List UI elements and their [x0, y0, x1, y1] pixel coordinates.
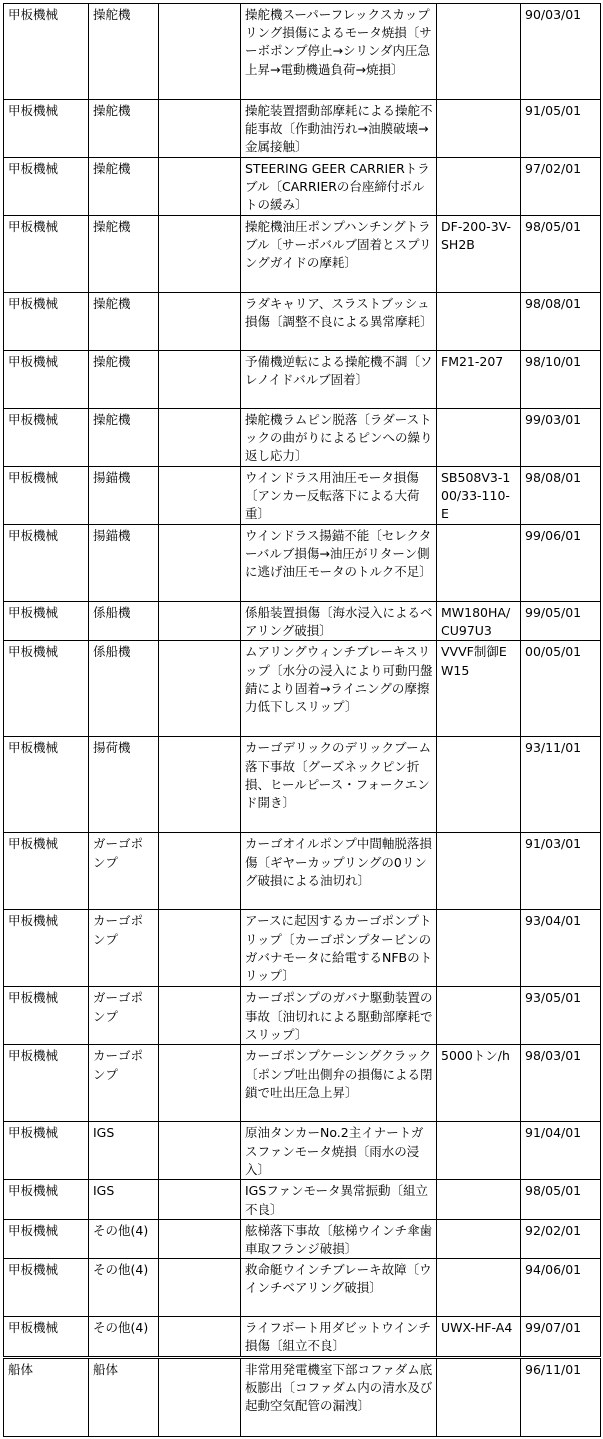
- category-cell: 甲板機械: [4, 4, 89, 100]
- date-cell: 99/06/01: [521, 525, 601, 602]
- category-cell: 甲板機械: [4, 641, 89, 737]
- detail-cell: [159, 216, 241, 293]
- detail-cell: [159, 409, 241, 467]
- category-cell: 甲板機械: [4, 1317, 89, 1357]
- model-cell: [437, 158, 521, 216]
- equipment-cell: カーゴポンプ: [89, 1045, 159, 1122]
- model-cell: [437, 293, 521, 351]
- date-cell: 92/02/01: [521, 1219, 601, 1258]
- description-cell: ライフボート用ダビットウインチ損傷〔組立不良〕: [241, 1317, 437, 1357]
- table-row: [4, 737, 601, 833]
- table-row: [4, 910, 601, 987]
- table-row: [4, 987, 601, 1045]
- equipment-cell: IGS: [89, 1180, 159, 1219]
- equipment-cell: 係船機: [89, 641, 159, 737]
- description-cell: カーゴオイルポンプ中間軸脱落損傷〔ギヤーカップリングの0リング破損による油切れ〕: [241, 833, 437, 910]
- detail-cell: [159, 1359, 241, 1437]
- model-cell: MW180HA/CU97U3: [437, 602, 521, 641]
- description-cell: 操舵機スーパーフレックスカップリング損傷によるモータ焼損〔サーボポンプ停止→シリンダ内圧急上昇→電動機過負荷→焼損〕: [241, 4, 437, 100]
- equipment-cell: その他(4): [89, 1219, 159, 1258]
- equipment-cell: 操舵機: [89, 100, 159, 158]
- category-cell: 甲板機械: [4, 409, 89, 467]
- table-row: [4, 4, 601, 100]
- equipment-cell: その他(4): [89, 1317, 159, 1357]
- description-cell: 操舵装置摺動部摩耗による操舵不能事故〔作動油汚れ→油膜破壊→金属接触〕: [241, 100, 437, 158]
- date-cell: 91/04/01: [521, 1122, 601, 1180]
- equipment-cell: 操舵機: [89, 409, 159, 467]
- date-cell: 00/05/01: [521, 641, 601, 737]
- description-cell: 原油タンカーNo.2主イナートガスファンモータ焼損〔雨水の浸入〕: [241, 1122, 437, 1180]
- category-cell: 甲板機械: [4, 467, 89, 525]
- category-cell: 甲板機械: [4, 525, 89, 602]
- table-row: [4, 467, 601, 525]
- table-row: [4, 351, 601, 409]
- description-cell: 救命艇ウインチブレーキ故障〔ウインチベアリング破損〕: [241, 1259, 437, 1317]
- model-cell: [437, 1219, 521, 1258]
- model-cell: [437, 1180, 521, 1219]
- category-cell: 甲板機械: [4, 833, 89, 910]
- description-cell: 係船装置損傷〔海水浸入によるベアリング破損〕: [241, 602, 437, 641]
- description-cell: STEERING GEER CARRIERトラブル〔CARRIERの台座締付ボルトの緩み〕: [241, 158, 437, 216]
- date-cell: 96/11/01: [521, 1359, 601, 1437]
- date-cell: 98/05/01: [521, 1180, 601, 1219]
- equipment-cell: 操舵機: [89, 158, 159, 216]
- table-row: [4, 1180, 601, 1219]
- model-cell: [437, 409, 521, 467]
- date-cell: 93/11/01: [521, 737, 601, 833]
- detail-cell: [159, 1045, 241, 1122]
- table-row: [4, 602, 601, 641]
- equipment-cell: 船体: [89, 1359, 159, 1437]
- date-cell: 98/08/01: [521, 467, 601, 525]
- table-row: [4, 158, 601, 216]
- date-cell: 99/03/01: [521, 409, 601, 467]
- model-cell: 5000トン/h: [437, 1045, 521, 1122]
- date-cell: 98/03/01: [521, 1045, 601, 1122]
- detail-cell: [159, 1317, 241, 1357]
- description-cell: 操舵機油圧ポンプハンチングトラブル〔サーボバルブ固着とスプリングガイドの摩耗〕: [241, 216, 437, 293]
- table-row: [4, 1219, 601, 1258]
- table-row: [4, 409, 601, 467]
- category-cell: 甲板機械: [4, 910, 89, 987]
- date-cell: 99/07/01: [521, 1317, 601, 1357]
- table-row: [4, 641, 601, 737]
- model-cell: [437, 737, 521, 833]
- detail-cell: [159, 833, 241, 910]
- equipment-cell: 操舵機: [89, 4, 159, 100]
- category-cell: 甲板機械: [4, 100, 89, 158]
- detail-cell: [159, 4, 241, 100]
- equipment-cell: IGS: [89, 1122, 159, 1180]
- table-row: [4, 100, 601, 158]
- description-cell: カーゴポンプケーシングクラック〔ポンプ吐出側弁の損傷による閉鎖で吐出圧急上昇〕: [241, 1045, 437, 1122]
- description-cell: 舷梯落下事故〔舷梯ウインチ傘歯車取フランジ破損〕: [241, 1219, 437, 1258]
- hull-incident-table: [3, 1358, 601, 1437]
- equipment-cell: ガーゴポンプ: [89, 833, 159, 910]
- category-cell: 甲板機械: [4, 293, 89, 351]
- table-row: [4, 1122, 601, 1180]
- model-cell: [437, 1122, 521, 1180]
- date-cell: 98/08/01: [521, 293, 601, 351]
- table-row: [4, 293, 601, 351]
- equipment-cell: 操舵機: [89, 351, 159, 409]
- description-cell: ムアリングウィンチブレーキスリップ〔水分の浸入により可動円盤錆により固着→ライニングの摩擦力低下しスリップ〕: [241, 641, 437, 737]
- date-cell: 91/05/01: [521, 100, 601, 158]
- equipment-cell: 揚錨機: [89, 467, 159, 525]
- description-cell: アースに起因するカーゴポンプトリップ〔カーゴポンプタービンのガバナモータに給電するNFBのトリップ〕: [241, 910, 437, 987]
- table-row: [4, 833, 601, 910]
- equipment-cell: ガーゴポンプ: [89, 987, 159, 1045]
- date-cell: 98/10/01: [521, 351, 601, 409]
- detail-cell: [159, 351, 241, 409]
- category-cell: 甲板機械: [4, 1122, 89, 1180]
- category-cell: 甲板機械: [4, 602, 89, 641]
- category-cell: 船体: [4, 1359, 89, 1437]
- detail-cell: [159, 602, 241, 641]
- description-cell: ラダキャリア、スラストブッシュ損傷〔調整不良による異常摩耗〕: [241, 293, 437, 351]
- model-cell: SB508V3-100/33-110-E: [437, 467, 521, 525]
- description-cell: 予備機逆転による操舵機不調〔ソレノイドバルブ固着〕: [241, 351, 437, 409]
- date-cell: 98/05/01: [521, 216, 601, 293]
- model-cell: [437, 525, 521, 602]
- detail-cell: [159, 100, 241, 158]
- category-cell: 甲板機械: [4, 216, 89, 293]
- table-row: [4, 1317, 601, 1357]
- description-cell: カーゴデリックのデリックブーム落下事故〔グーズネックピン折損、ヒールピース・フォークエンド開き〕: [241, 737, 437, 833]
- category-cell: 甲板機械: [4, 1259, 89, 1317]
- detail-cell: [159, 467, 241, 525]
- model-cell: UWX-HF-A4: [437, 1317, 521, 1357]
- category-cell: 甲板機械: [4, 1180, 89, 1219]
- equipment-cell: 係船機: [89, 602, 159, 641]
- table-row: [4, 1359, 601, 1437]
- category-cell: 甲板機械: [4, 987, 89, 1045]
- description-cell: IGSファンモータ異常振動〔組立不良〕: [241, 1180, 437, 1219]
- table-row: [4, 216, 601, 293]
- table-row: [4, 1045, 601, 1122]
- description-cell: 非常用発電機室下部コファダム底板膨出〔コファダム内の清水及び起動空気配管の漏洩〕: [241, 1359, 437, 1437]
- model-cell: [437, 833, 521, 910]
- description-cell: 操舵機ラムピン脱落〔ラダーストックの曲がりによるピンへの繰り返し応力〕: [241, 409, 437, 467]
- model-cell: FM21-207: [437, 351, 521, 409]
- date-cell: 99/05/01: [521, 602, 601, 641]
- equipment-cell: 揚荷機: [89, 737, 159, 833]
- equipment-cell: 揚錨機: [89, 525, 159, 602]
- detail-cell: [159, 910, 241, 987]
- detail-cell: [159, 293, 241, 351]
- category-cell: 甲板機械: [4, 158, 89, 216]
- model-cell: [437, 910, 521, 987]
- equipment-cell: 操舵機: [89, 293, 159, 351]
- category-cell: 甲板機械: [4, 737, 89, 833]
- incident-table: [3, 3, 601, 1357]
- detail-cell: [159, 737, 241, 833]
- detail-cell: [159, 1122, 241, 1180]
- detail-cell: [159, 1259, 241, 1317]
- category-cell: 甲板機械: [4, 1045, 89, 1122]
- date-cell: 93/04/01: [521, 910, 601, 987]
- date-cell: 94/06/01: [521, 1259, 601, 1317]
- date-cell: 91/03/01: [521, 833, 601, 910]
- date-cell: 90/03/01: [521, 4, 601, 100]
- detail-cell: [159, 987, 241, 1045]
- equipment-cell: その他(4): [89, 1259, 159, 1317]
- model-cell: [437, 1359, 521, 1437]
- model-cell: DF-200-3V-SH2B: [437, 216, 521, 293]
- detail-cell: [159, 525, 241, 602]
- model-cell: [437, 100, 521, 158]
- table-row: [4, 1259, 601, 1317]
- category-cell: 甲板機械: [4, 1219, 89, 1258]
- detail-cell: [159, 158, 241, 216]
- date-cell: 97/02/01: [521, 158, 601, 216]
- model-cell: [437, 4, 521, 100]
- model-cell: [437, 1259, 521, 1317]
- detail-cell: [159, 641, 241, 737]
- description-cell: ウインドラス用油圧モータ損傷〔アンカー反転落下による大荷重〕: [241, 467, 437, 525]
- detail-cell: [159, 1180, 241, 1219]
- table-row: [4, 525, 601, 602]
- category-cell: 甲板機械: [4, 351, 89, 409]
- detail-cell: [159, 1219, 241, 1258]
- equipment-cell: カーゴポンプ: [89, 910, 159, 987]
- description-cell: ウインドラス揚錨不能〔セレクターバルブ損傷→油圧がリターン側に逃げ油圧モータのトルク不足〕: [241, 525, 437, 602]
- date-cell: 93/05/01: [521, 987, 601, 1045]
- model-cell: VVVF制御EW15: [437, 641, 521, 737]
- description-cell: カーゴポンプのガバナ駆動装置の事故〔油切れによる駆動部摩耗でスリップ〕: [241, 987, 437, 1045]
- model-cell: [437, 987, 521, 1045]
- equipment-cell: 操舵機: [89, 216, 159, 293]
